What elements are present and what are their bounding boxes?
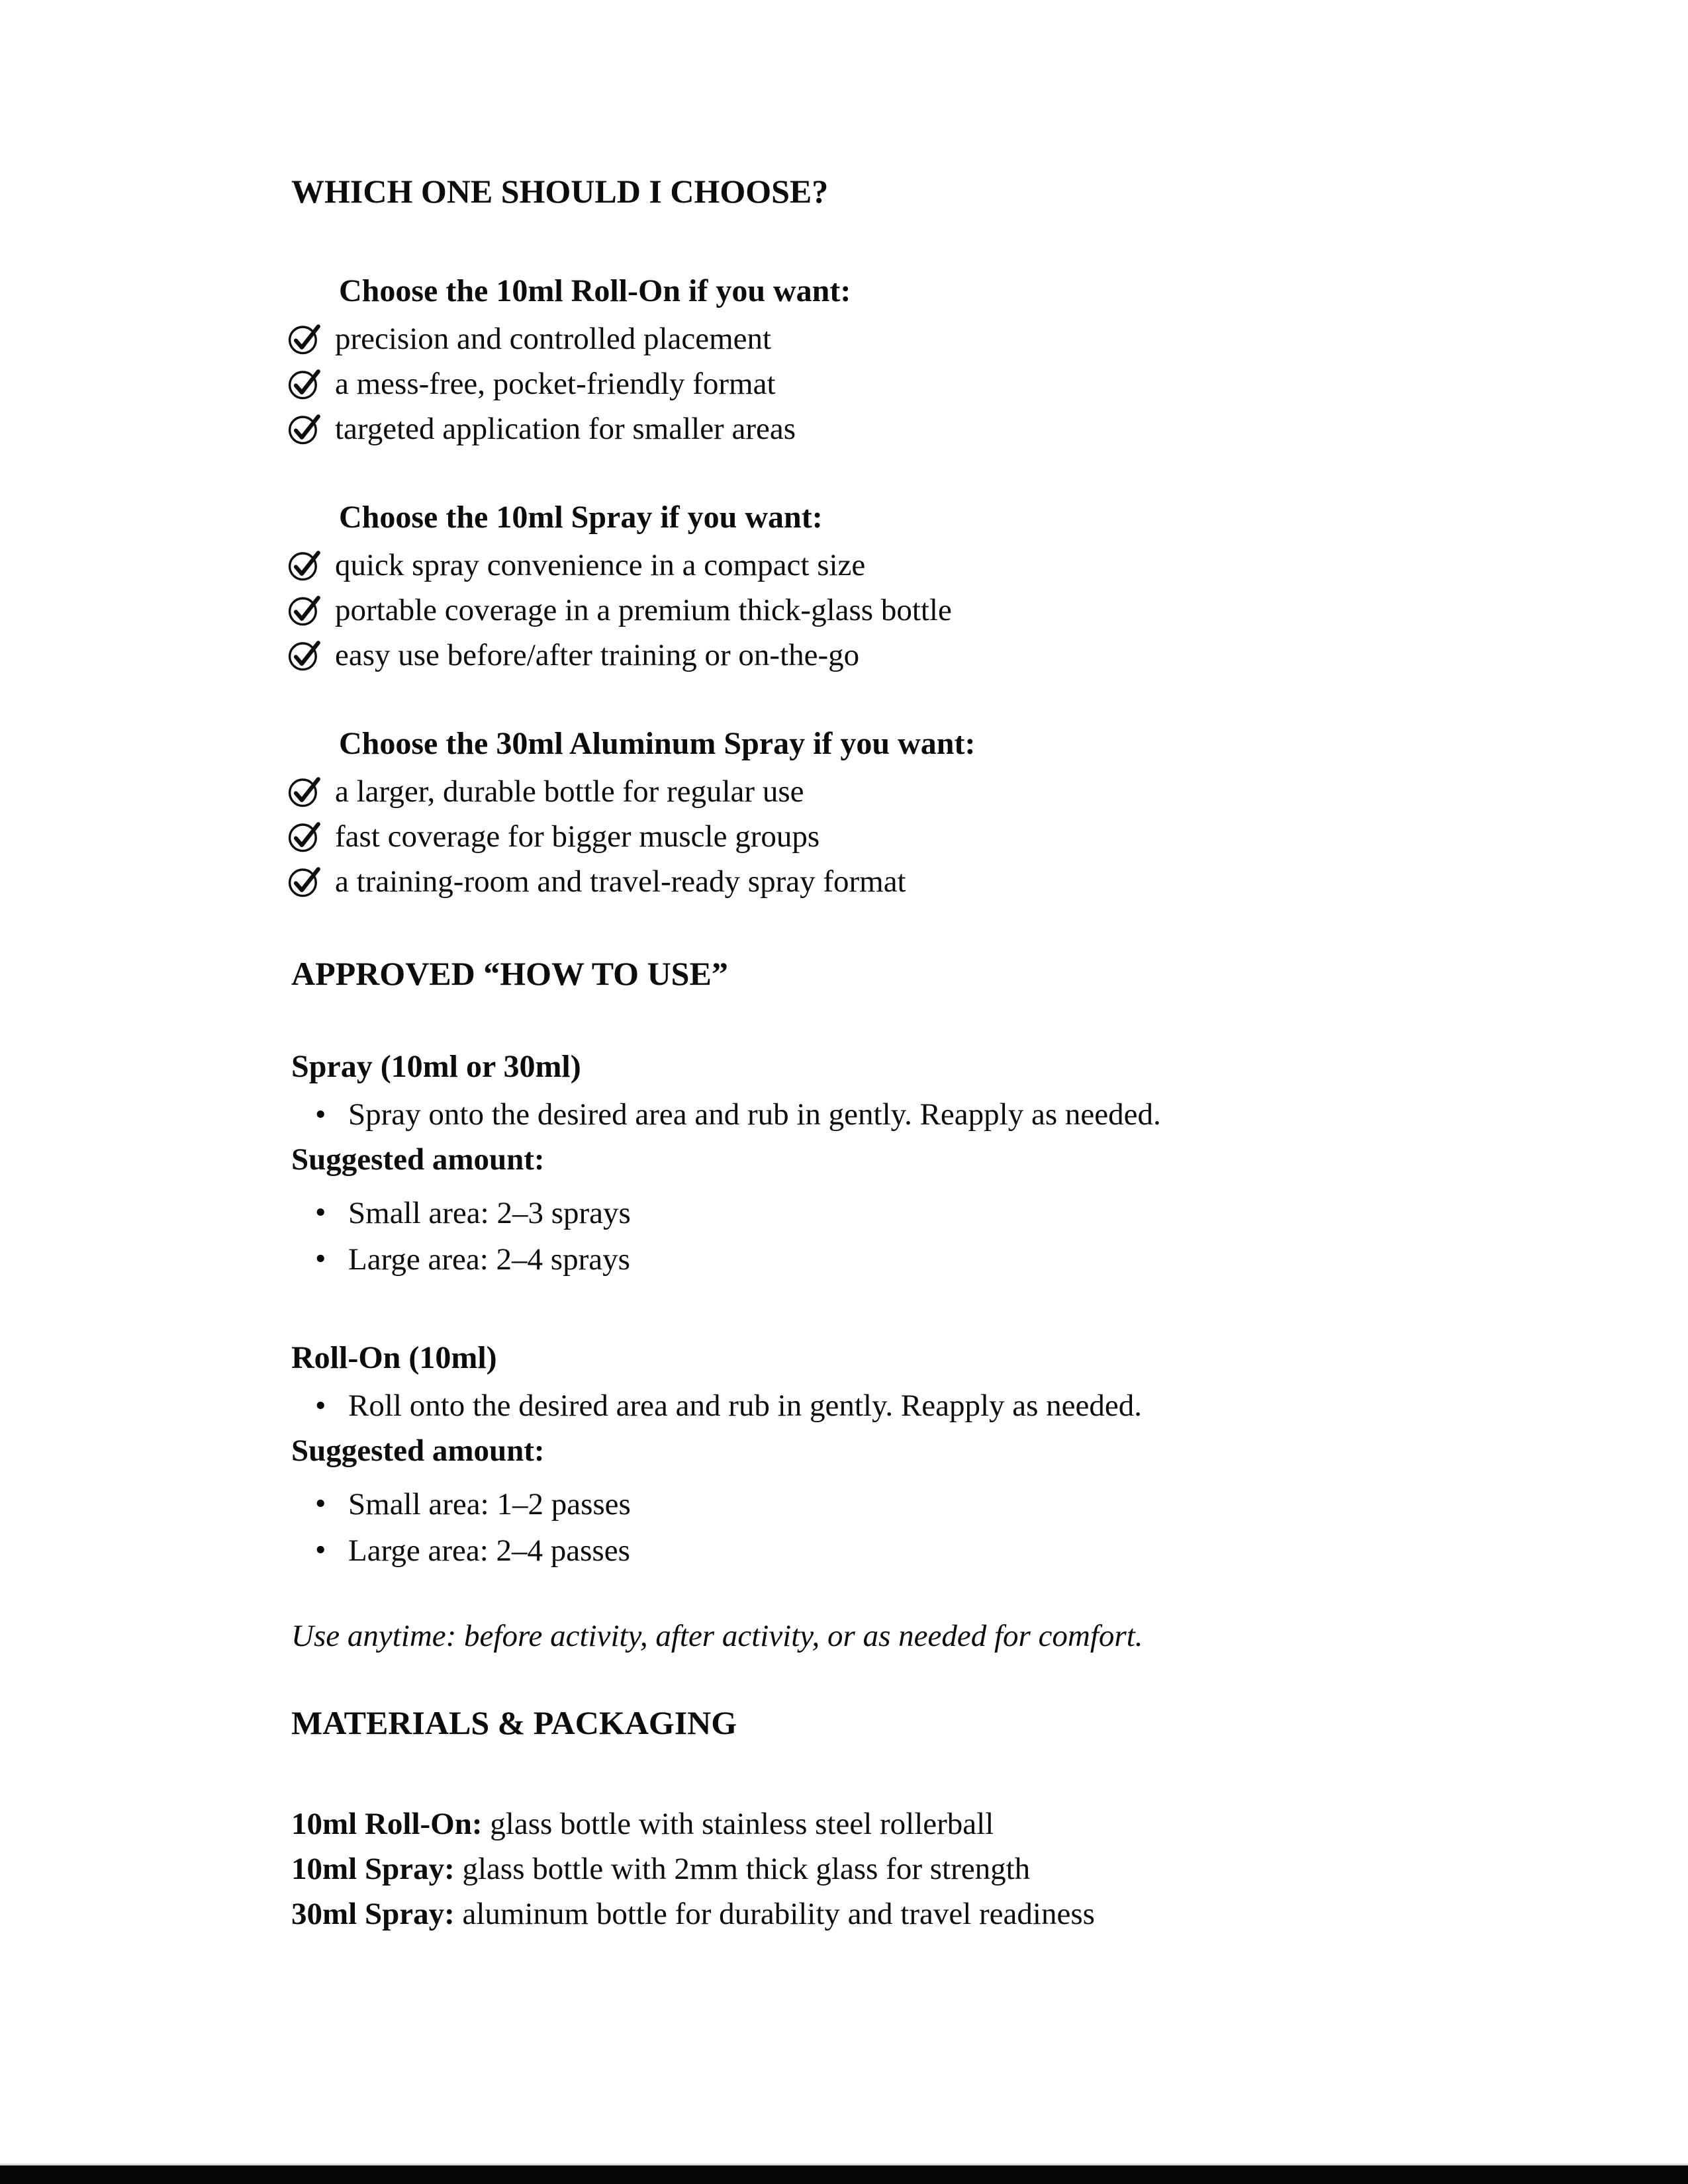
checklist-item	[291, 588, 1403, 633]
how-to-use-heading: APPROVED “HOW TO USE”	[291, 955, 728, 992]
checklist-item-text: a larger, durable bottle for regular use	[335, 774, 804, 809]
material-line	[291, 1801, 1403, 1846]
amount-item: • Large area: 2–4 passes	[315, 1527, 1403, 1574]
material-desc: aluminum bottle for durability and travel readiness	[462, 1897, 1095, 1931]
checklist-item-text: targeted application for smaller areas	[335, 412, 796, 446]
amount-item: • Small area: 2–3 sprays	[315, 1190, 1403, 1236]
spacer	[291, 209, 1403, 274]
choose-section-heading: Choose the 10ml Spray if you want:	[339, 500, 823, 535]
checklist-item-text: fast coverage for bigger muscle groups	[335, 819, 820, 854]
checklist-item-text: quick spray convenience in a compact size	[335, 548, 866, 582]
checklist	[291, 769, 1403, 904]
instruction-list	[315, 1092, 1403, 1137]
spacer	[291, 451, 1403, 500]
spacer	[291, 1656, 1403, 1705]
checklist-item-text: a mess-free, pocket-friendly format	[335, 367, 776, 401]
material-label: 30ml Spray:	[291, 1897, 455, 1931]
page-title: WHICH ONE SHOULD I CHOOSE?	[291, 173, 829, 210]
checklist-item	[291, 406, 1403, 451]
checklist-item	[291, 633, 1403, 678]
howto-block-spray	[291, 1050, 1403, 1283]
instruction-item: • Spray onto the desired area and rub in gently. Reapply as needed.	[315, 1092, 1403, 1137]
checklist-item-text: precision and controlled placement	[335, 322, 772, 356]
materials-heading: MATERIALS & PACKAGING	[291, 1704, 737, 1741]
amount-item: • Large area: 2–4 sprays	[315, 1236, 1403, 1283]
checklist	[291, 316, 1403, 451]
checkmark-circle-icon	[287, 864, 323, 899]
amount-list	[315, 1190, 1403, 1283]
material-desc: glass bottle with stainless steel rollerball	[490, 1807, 994, 1841]
instruction-item: • Roll onto the desired area and rub in gently. Reapply as needed.	[315, 1383, 1403, 1428]
choose-section-aluminum-spray-30ml	[291, 727, 1403, 904]
checkmark-circle-icon	[287, 819, 323, 854]
checklist-item	[291, 543, 1403, 588]
material-desc: glass bottle with 2mm thick glass for strength	[462, 1852, 1031, 1886]
amount-list	[315, 1481, 1403, 1574]
checklist-item	[291, 316, 1403, 361]
checkmark-circle-icon	[287, 547, 323, 583]
footer-bar	[0, 2163, 1688, 2184]
checklist-item	[291, 769, 1403, 814]
document-content	[291, 173, 1403, 1936]
checklist-item	[291, 814, 1403, 859]
material-label: 10ml Roll-On:	[291, 1807, 483, 1841]
checklist-item-text: a training-room and travel-ready spray format	[335, 864, 906, 899]
checkmark-circle-icon	[287, 366, 323, 402]
checkmark-circle-icon	[287, 411, 323, 447]
checklist-item	[291, 859, 1403, 904]
checklist-item	[291, 361, 1403, 406]
choose-section-heading: Choose the 30ml Aluminum Spray if you want:	[339, 726, 976, 761]
suggested-amount-label: Suggested amount:	[291, 1433, 545, 1468]
choose-section-spray-10ml	[291, 500, 1403, 678]
howto-block-title: Roll-On (10ml)	[291, 1340, 497, 1375]
suggested-amount-label: Suggested amount:	[291, 1142, 545, 1177]
checkmark-circle-icon	[287, 774, 323, 809]
checklist-item-text: easy use before/after training or on-the-go	[335, 638, 860, 672]
choose-section-rollon-10ml	[291, 274, 1403, 451]
checkmark-circle-icon	[287, 321, 323, 357]
checkmark-circle-icon	[287, 592, 323, 628]
materials-list	[291, 1801, 1403, 1936]
howto-block-rollon	[291, 1341, 1403, 1574]
material-line	[291, 1891, 1403, 1936]
amount-item: • Small area: 1–2 passes	[315, 1481, 1403, 1527]
spacer	[291, 904, 1403, 956]
howto-block-title: Spray (10ml or 30ml)	[291, 1049, 581, 1084]
spacer	[291, 678, 1403, 727]
checklist	[291, 543, 1403, 678]
instruction-list	[315, 1383, 1403, 1428]
material-label: 10ml Spray:	[291, 1852, 455, 1886]
checklist-item-text: portable coverage in a premium thick-glass bottle	[335, 593, 952, 627]
choose-section-heading: Choose the 10ml Roll-On if you want:	[339, 273, 851, 308]
checkmark-circle-icon	[287, 637, 323, 673]
usage-note: Use anytime: before activity, after activity, or as needed for comfort.	[291, 1619, 1143, 1653]
material-line	[291, 1846, 1403, 1891]
